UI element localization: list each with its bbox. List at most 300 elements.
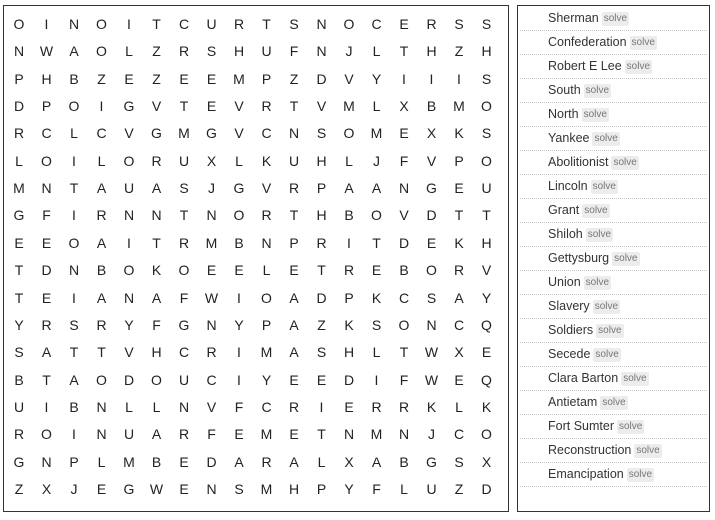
grid-cell[interactable]: P <box>41 98 52 115</box>
grid-cell[interactable]: E <box>289 371 299 388</box>
grid-cell[interactable]: E <box>344 398 354 415</box>
grid-cell[interactable]: C <box>96 125 107 142</box>
grid-cell[interactable]: Z <box>97 70 106 87</box>
solve-button[interactable]: solve <box>598 325 622 336</box>
grid-cell[interactable]: L <box>97 152 106 169</box>
grid-cell[interactable]: N <box>206 316 217 333</box>
grid-cell[interactable]: N <box>316 16 327 32</box>
grid-cell[interactable]: Q <box>481 316 492 333</box>
grid-cell[interactable]: R <box>398 398 410 415</box>
grid-cell[interactable]: T <box>372 234 381 251</box>
grid-cell[interactable]: S <box>371 316 382 333</box>
grid-cell[interactable]: B <box>69 398 79 415</box>
grid-cell[interactable]: L <box>400 480 408 497</box>
grid-cell[interactable]: V <box>316 98 327 115</box>
grid-cell[interactable]: R <box>288 398 300 415</box>
grid-cell[interactable]: R <box>288 180 300 197</box>
grid-cell[interactable]: L <box>455 398 463 415</box>
grid-cell[interactable]: K <box>151 262 162 279</box>
grid-cell[interactable]: O <box>41 426 52 443</box>
solve-button[interactable]: solve <box>603 13 628 24</box>
grid-cell[interactable]: E <box>426 234 437 251</box>
grid-cell[interactable]: E <box>124 70 134 87</box>
solve-button[interactable]: solve <box>592 181 616 192</box>
grid-cell[interactable]: V <box>234 125 244 142</box>
grid-cell[interactable]: M <box>205 234 218 251</box>
grid-cell[interactable]: R <box>178 234 190 251</box>
grid-cell[interactable]: E <box>41 289 52 306</box>
grid-cell[interactable]: U <box>426 480 437 497</box>
grid-cell[interactable]: S <box>316 125 327 142</box>
solve-button[interactable]: solve <box>587 229 612 240</box>
grid-cell[interactable]: V <box>206 398 217 415</box>
grid-cell[interactable]: Z <box>454 43 464 60</box>
grid-cell[interactable]: J <box>208 180 215 197</box>
grid-cell[interactable]: G <box>233 180 245 197</box>
grid-cell[interactable]: Y <box>14 316 24 333</box>
grid-cell[interactable]: E <box>454 371 464 388</box>
grid-cell[interactable]: Y <box>124 316 134 333</box>
grid-cell[interactable]: B <box>69 70 79 87</box>
grid-cell[interactable]: F <box>372 480 381 497</box>
grid-cell[interactable]: R <box>233 16 245 32</box>
grid-cell[interactable]: M <box>260 426 273 443</box>
grid-cell[interactable]: O <box>13 16 25 32</box>
grid-cell[interactable]: A <box>69 43 79 60</box>
grid-cell[interactable]: A <box>371 453 382 470</box>
grid-cell[interactable]: O <box>123 152 135 169</box>
solve-button[interactable]: solve <box>584 205 608 216</box>
grid-cell[interactable]: V <box>151 98 162 115</box>
grid-cell[interactable]: G <box>426 180 437 197</box>
solve-button[interactable]: solve <box>594 133 618 144</box>
grid-cell[interactable]: X <box>206 152 217 169</box>
grid-cell[interactable]: A <box>69 371 79 388</box>
grid-cell[interactable]: C <box>398 289 410 306</box>
grid-cell[interactable]: I <box>429 70 434 87</box>
grid-cell[interactable]: D <box>316 70 327 87</box>
grid-cell[interactable]: T <box>69 180 79 197</box>
grid-cell[interactable]: O <box>426 262 437 279</box>
grid-cell[interactable]: A <box>371 180 382 197</box>
grid-cell[interactable]: H <box>316 207 327 224</box>
solve-button[interactable]: solve <box>594 301 619 312</box>
solve-button[interactable]: solve <box>628 469 653 480</box>
grid-cell[interactable]: I <box>127 16 131 32</box>
grid-cell[interactable]: J <box>345 43 353 60</box>
grid-cell[interactable]: E <box>289 262 299 279</box>
grid-cell[interactable]: O <box>96 371 107 388</box>
grid-cell[interactable]: T <box>69 344 79 361</box>
grid-cell[interactable]: R <box>96 316 107 333</box>
grid-cell[interactable]: O <box>481 98 492 115</box>
grid-cell[interactable]: G <box>123 480 135 497</box>
grid-cell[interactable]: F <box>42 207 51 224</box>
grid-cell[interactable]: R <box>13 426 25 443</box>
grid-cell[interactable]: R <box>343 262 355 279</box>
solve-button[interactable]: solve <box>619 421 643 432</box>
grid-cell[interactable]: N <box>96 426 107 443</box>
solve-button[interactable]: solve <box>602 397 626 408</box>
grid-cell[interactable]: N <box>68 16 80 32</box>
solve-button[interactable]: solve <box>595 349 619 360</box>
grid-cell[interactable]: L <box>125 398 133 415</box>
grid-cell[interactable]: W <box>424 344 439 361</box>
grid-cell[interactable]: V <box>234 98 244 115</box>
grid-cell[interactable]: H <box>481 234 492 251</box>
grid-cell[interactable]: D <box>316 289 327 306</box>
grid-cell[interactable]: S <box>481 16 492 32</box>
grid-cell[interactable]: S <box>481 125 492 142</box>
grid-cell[interactable]: R <box>41 316 52 333</box>
grid-cell[interactable]: R <box>261 453 272 470</box>
grid-cell[interactable]: K <box>371 289 382 306</box>
grid-cell[interactable]: D <box>41 262 52 279</box>
grid-cell[interactable]: X <box>399 98 409 115</box>
grid-cell[interactable]: P <box>344 289 354 306</box>
grid-cell[interactable]: I <box>72 426 76 443</box>
grid-cell[interactable]: I <box>99 98 104 115</box>
grid-cell[interactable]: M <box>370 125 383 142</box>
grid-cell[interactable]: Z <box>317 316 326 333</box>
grid-cell[interactable]: P <box>261 70 272 87</box>
grid-cell[interactable]: H <box>151 344 162 361</box>
grid-cell[interactable]: L <box>97 453 106 470</box>
grid-cell[interactable]: A <box>151 180 162 197</box>
grid-cell[interactable]: J <box>428 426 435 443</box>
grid-cell[interactable]: S <box>454 16 464 32</box>
grid-cell[interactable]: P <box>316 180 327 197</box>
grid-cell[interactable]: O <box>123 262 135 279</box>
grid-cell[interactable]: A <box>344 180 354 197</box>
grid-cell[interactable]: O <box>96 16 107 32</box>
grid-cell[interactable]: I <box>319 398 324 415</box>
grid-cell[interactable]: F <box>207 426 216 443</box>
grid-cell[interactable]: Z <box>14 480 24 497</box>
grid-cell[interactable]: J <box>373 152 380 169</box>
grid-cell[interactable]: O <box>343 16 355 32</box>
grid-cell[interactable]: M <box>343 98 355 115</box>
grid-cell[interactable]: N <box>426 316 437 333</box>
grid-cell[interactable]: X <box>426 125 437 142</box>
grid-cell[interactable]: A <box>289 289 299 306</box>
solve-button[interactable]: solve <box>636 445 660 456</box>
grid-cell[interactable]: I <box>374 371 379 388</box>
grid-cell[interactable]: O <box>398 316 410 333</box>
grid-cell[interactable]: P <box>69 453 79 470</box>
grid-cell[interactable]: C <box>453 426 465 443</box>
grid-cell[interactable]: U <box>178 152 190 169</box>
grid-cell[interactable]: T <box>454 207 464 224</box>
grid-cell[interactable]: N <box>151 207 162 224</box>
grid-cell[interactable]: M <box>178 125 190 142</box>
grid-cell[interactable]: F <box>234 398 244 415</box>
grid-cell[interactable]: D <box>481 480 492 497</box>
grid-cell[interactable]: T <box>289 207 299 224</box>
grid-cell[interactable]: N <box>398 180 410 197</box>
grid-cell[interactable]: L <box>152 398 161 415</box>
grid-cell[interactable]: G <box>178 316 190 333</box>
grid-cell[interactable]: L <box>15 152 23 169</box>
grid-cell[interactable]: V <box>261 180 272 197</box>
grid-cell[interactable]: N <box>343 426 355 443</box>
grid-cell[interactable]: N <box>96 398 107 415</box>
grid-cell[interactable]: N <box>398 426 410 443</box>
grid-cell[interactable]: Y <box>234 316 244 333</box>
grid-cell[interactable]: D <box>426 207 437 224</box>
grid-cell[interactable]: P <box>316 480 327 497</box>
grid-cell[interactable]: T <box>262 16 271 32</box>
grid-cell[interactable]: U <box>123 180 135 197</box>
grid-cell[interactable]: S <box>179 180 189 197</box>
grid-cell[interactable]: B <box>399 262 409 279</box>
grid-cell[interactable]: D <box>206 453 217 470</box>
grid-cell[interactable]: S <box>316 344 327 361</box>
grid-cell[interactable]: W <box>149 480 164 497</box>
solve-button[interactable]: solve <box>626 61 651 72</box>
grid-cell[interactable]: T <box>14 289 24 306</box>
grid-cell[interactable]: K <box>454 234 464 251</box>
grid-cell[interactable]: U <box>206 16 217 32</box>
grid-cell[interactable]: C <box>178 16 190 32</box>
grid-cell[interactable]: U <box>178 371 190 388</box>
grid-cell[interactable]: M <box>370 426 383 443</box>
grid-cell[interactable]: V <box>426 152 437 169</box>
grid-cell[interactable]: D <box>343 371 355 388</box>
grid-cell[interactable]: V <box>399 207 409 224</box>
grid-cell[interactable]: K <box>261 152 272 169</box>
grid-cell[interactable]: I <box>237 344 241 361</box>
grid-cell[interactable]: T <box>14 262 24 279</box>
grid-cell[interactable]: V <box>124 125 134 142</box>
grid-cell[interactable]: L <box>372 344 381 361</box>
grid-cell[interactable]: N <box>178 398 190 415</box>
grid-cell[interactable]: F <box>179 289 189 306</box>
grid-cell[interactable]: E <box>481 344 492 361</box>
grid-cell[interactable]: M <box>233 70 245 87</box>
grid-cell[interactable]: J <box>70 480 78 497</box>
grid-cell[interactable]: N <box>288 125 300 142</box>
grid-cell[interactable]: Q <box>481 371 492 388</box>
grid-cell[interactable]: O <box>96 43 107 60</box>
solve-button[interactable]: solve <box>585 85 610 96</box>
grid-cell[interactable]: I <box>44 16 49 32</box>
grid-cell[interactable]: F <box>289 43 299 60</box>
solve-button[interactable]: solve <box>614 253 638 264</box>
grid-cell[interactable]: A <box>151 426 162 443</box>
grid-cell[interactable]: N <box>206 480 217 497</box>
grid-cell[interactable]: C <box>178 344 190 361</box>
grid-cell[interactable]: L <box>372 98 381 115</box>
grid-cell[interactable]: E <box>206 262 217 279</box>
grid-cell[interactable]: K <box>344 316 354 333</box>
grid-cell[interactable]: G <box>13 207 25 224</box>
grid-cell[interactable]: N <box>123 207 135 224</box>
grid-cell[interactable]: F <box>399 152 409 169</box>
grid-cell[interactable]: Z <box>289 70 299 87</box>
grid-cell[interactable]: Z <box>152 70 161 87</box>
grid-cell[interactable]: B <box>426 98 437 115</box>
grid-cell[interactable]: I <box>44 398 49 415</box>
grid-cell[interactable]: W <box>424 371 439 388</box>
grid-cell[interactable]: H <box>233 43 245 60</box>
grid-cell[interactable]: A <box>289 316 299 333</box>
grid-cell[interactable]: R <box>96 207 107 224</box>
grid-cell[interactable]: E <box>179 480 189 497</box>
grid-cell[interactable]: D <box>123 371 135 388</box>
grid-cell[interactable]: B <box>344 207 354 224</box>
grid-cell[interactable]: G <box>426 453 437 470</box>
grid-cell[interactable]: D <box>13 98 25 115</box>
grid-cell[interactable]: T <box>179 98 189 115</box>
grid-cell[interactable]: S <box>234 480 244 497</box>
grid-cell[interactable]: T <box>399 344 409 361</box>
solve-button[interactable]: solve <box>583 109 607 120</box>
grid-cell[interactable]: Y <box>344 480 354 497</box>
grid-cell[interactable]: B <box>151 453 162 470</box>
grid-cell[interactable]: E <box>96 480 107 497</box>
grid-cell[interactable]: C <box>206 371 217 388</box>
grid-cell[interactable]: R <box>316 234 327 251</box>
grid-cell[interactable]: T <box>482 207 491 224</box>
grid-cell[interactable]: R <box>151 152 162 169</box>
grid-cell[interactable]: I <box>402 70 406 87</box>
grid-cell[interactable]: K <box>426 398 437 415</box>
grid-cell[interactable]: D <box>398 234 410 251</box>
grid-cell[interactable]: F <box>399 371 409 388</box>
grid-cell[interactable]: L <box>345 152 353 169</box>
grid-cell[interactable]: A <box>289 453 299 470</box>
grid-cell[interactable]: K <box>454 125 464 142</box>
grid-cell[interactable]: Z <box>152 43 161 60</box>
grid-cell[interactable]: F <box>152 316 161 333</box>
grid-cell[interactable]: P <box>14 70 24 87</box>
grid-cell[interactable]: T <box>97 344 106 361</box>
grid-cell[interactable]: G <box>123 98 135 115</box>
grid-cell[interactable]: O <box>481 426 492 443</box>
grid-cell[interactable]: T <box>179 207 189 224</box>
grid-cell[interactable]: E <box>289 426 299 443</box>
grid-cell[interactable]: H <box>288 480 300 497</box>
grid-cell[interactable]: U <box>13 398 25 415</box>
solve-button[interactable]: solve <box>613 157 637 168</box>
grid-cell[interactable]: P <box>261 316 272 333</box>
grid-cell[interactable]: R <box>261 98 272 115</box>
grid-cell[interactable]: X <box>481 453 492 470</box>
grid-cell[interactable]: E <box>234 262 244 279</box>
grid-cell[interactable]: A <box>96 234 107 251</box>
grid-cell[interactable]: G <box>13 453 25 470</box>
grid-cell[interactable]: I <box>127 234 131 251</box>
grid-cell[interactable]: M <box>260 480 273 497</box>
grid-cell[interactable]: O <box>68 234 80 251</box>
grid-cell[interactable]: M <box>260 344 273 361</box>
grid-cell[interactable]: B <box>96 262 107 279</box>
grid-cell[interactable]: C <box>261 125 272 142</box>
grid-cell[interactable]: A <box>96 289 107 306</box>
grid-cell[interactable]: N <box>261 234 272 251</box>
grid-cell[interactable]: E <box>316 371 327 388</box>
grid-cell[interactable]: U <box>261 43 272 60</box>
grid-cell[interactable]: W <box>39 43 54 60</box>
grid-cell[interactable]: N <box>316 43 327 60</box>
grid-cell[interactable]: T <box>152 234 161 251</box>
grid-cell[interactable]: G <box>206 125 217 142</box>
grid-cell[interactable]: P <box>454 152 464 169</box>
grid-cell[interactable]: U <box>123 426 135 443</box>
grid-cell[interactable]: L <box>70 125 78 142</box>
grid-cell[interactable]: I <box>237 371 241 388</box>
grid-cell[interactable]: N <box>206 207 217 224</box>
grid-cell[interactable]: O <box>68 98 80 115</box>
grid-cell[interactable]: M <box>13 180 25 197</box>
grid-cell[interactable]: A <box>41 344 52 361</box>
grid-cell[interactable]: P <box>289 234 299 251</box>
grid-cell[interactable]: A <box>454 289 464 306</box>
grid-cell[interactable]: A <box>234 453 244 470</box>
grid-cell[interactable]: N <box>13 43 25 60</box>
grid-cell[interactable]: T <box>317 426 326 443</box>
grid-cell[interactable]: C <box>453 316 465 333</box>
grid-cell[interactable]: E <box>206 70 217 87</box>
grid-cell[interactable]: C <box>261 398 272 415</box>
grid-cell[interactable]: E <box>206 98 217 115</box>
grid-cell[interactable]: R <box>426 16 437 32</box>
grid-cell[interactable]: Y <box>261 371 272 388</box>
grid-cell[interactable]: B <box>399 453 409 470</box>
grid-cell[interactable]: T <box>317 262 326 279</box>
grid-cell[interactable]: A <box>151 289 162 306</box>
grid-cell[interactable]: V <box>481 262 492 279</box>
grid-cell[interactable]: H <box>316 152 327 169</box>
grid-cell[interactable]: T <box>152 16 161 32</box>
grid-cell[interactable]: S <box>69 316 79 333</box>
grid-cell[interactable]: I <box>72 289 76 306</box>
grid-cell[interactable]: R <box>371 398 382 415</box>
grid-cell[interactable]: O <box>178 262 190 279</box>
solve-button[interactable]: solve <box>631 37 655 48</box>
solve-button[interactable]: solve <box>585 277 610 288</box>
grid-cell[interactable]: C <box>371 16 382 32</box>
grid-cell[interactable]: V <box>124 344 134 361</box>
grid-cell[interactable]: I <box>347 234 351 251</box>
grid-cell[interactable]: E <box>234 426 244 443</box>
grid-cell[interactable]: S <box>454 453 464 470</box>
grid-cell[interactable]: E <box>179 453 189 470</box>
grid-cell[interactable]: E <box>399 16 409 32</box>
grid-cell[interactable]: S <box>481 70 492 87</box>
grid-cell[interactable]: Z <box>454 480 464 497</box>
grid-cell[interactable]: A <box>96 180 107 197</box>
grid-cell[interactable]: L <box>317 453 326 470</box>
grid-cell[interactable]: L <box>125 43 133 60</box>
grid-cell[interactable]: S <box>206 43 217 60</box>
grid-cell[interactable]: C <box>41 125 52 142</box>
grid-cell[interactable]: O <box>151 371 162 388</box>
grid-cell[interactable]: R <box>261 207 272 224</box>
grid-cell[interactable]: X <box>454 344 464 361</box>
grid-cell[interactable]: R <box>13 125 25 142</box>
grid-cell[interactable]: N <box>41 453 52 470</box>
grid-cell[interactable]: O <box>261 289 272 306</box>
grid-cell[interactable]: Y <box>481 289 492 306</box>
grid-cell[interactable]: L <box>262 262 271 279</box>
grid-cell[interactable]: H <box>426 43 437 60</box>
grid-cell[interactable]: S <box>14 344 24 361</box>
grid-cell[interactable]: E <box>454 180 464 197</box>
grid-cell[interactable]: R <box>178 43 190 60</box>
grid-cell[interactable]: A <box>289 344 299 361</box>
